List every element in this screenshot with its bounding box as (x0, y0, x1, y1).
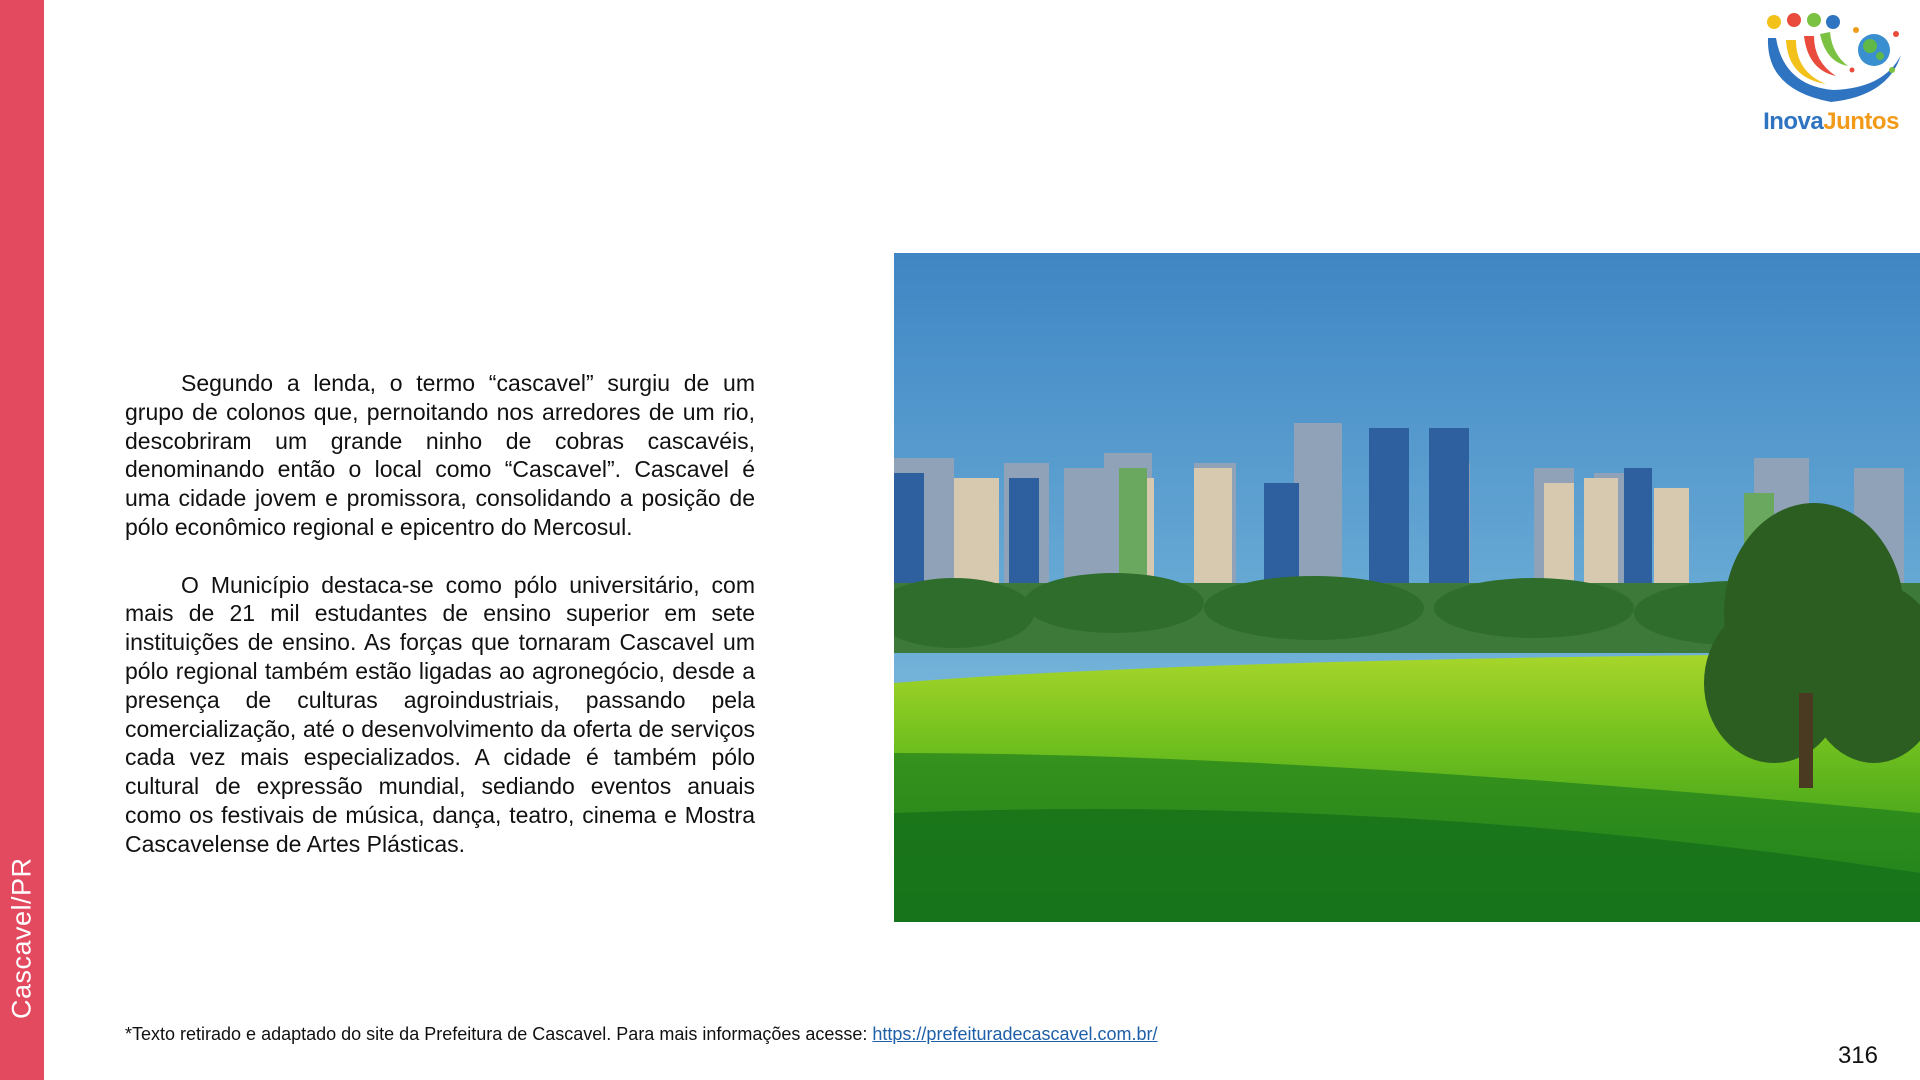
footnote-text: *Texto retirado e adaptado do site da Prefeitura de Cascavel. Para mais informações acesse: (125, 1024, 873, 1044)
city-label: Cascavel/PR (6, 857, 37, 1019)
side-accent-bar (0, 0, 44, 1080)
logo-wordmark (1756, 108, 1906, 136)
prefeitura-link[interactable]: https://prefeituradecascavel.com.br/ (872, 1024, 1158, 1044)
logo-word-inova: Inova (1763, 108, 1824, 135)
paragraph-legend: Segundo a lenda, o termo “cascavel” surgiu de um grupo de colonos que, pernoitando nos arredores de um rio, descobriram um grande ninho de cobras cascavéis, denominando então o local como “Cascavel”. Cascavel é uma cidade jovem e promissora, consolidando a posição de pólo econômico regional e epicentro do Mercosul. (125, 370, 755, 540)
page-number: 316 (1837, 1042, 1878, 1069)
logo-swoosh-icon (1756, 10, 1906, 110)
source-footnote (125, 1024, 1158, 1045)
logo-word-juntos: Juntos (1823, 108, 1899, 135)
body-text (125, 369, 755, 859)
paragraph-municipality: O Município destaca-se como pólo universitário, com mais de 21 mil estudantes de ensino superior em sete instituições de ensino. As forças que tornaram Cascavel um pólo regional também estão ligadas ao agronegócio, desde a presença de culturas agroindustriais, passando pela comercialização, até o desenvolvimento da oferta de serviços cada vez mais especializados. A cidade é também pólo cultural de expressão mundial, sediando eventos anuais como os festivais de música, dança, teatro, cinema e Mostra Cascavelense de Artes Plásticas. (125, 571, 755, 857)
city-skyline-photo (894, 253, 1920, 922)
inova-juntos-logo (1756, 10, 1906, 136)
skyline-landscape-image (894, 253, 1920, 922)
